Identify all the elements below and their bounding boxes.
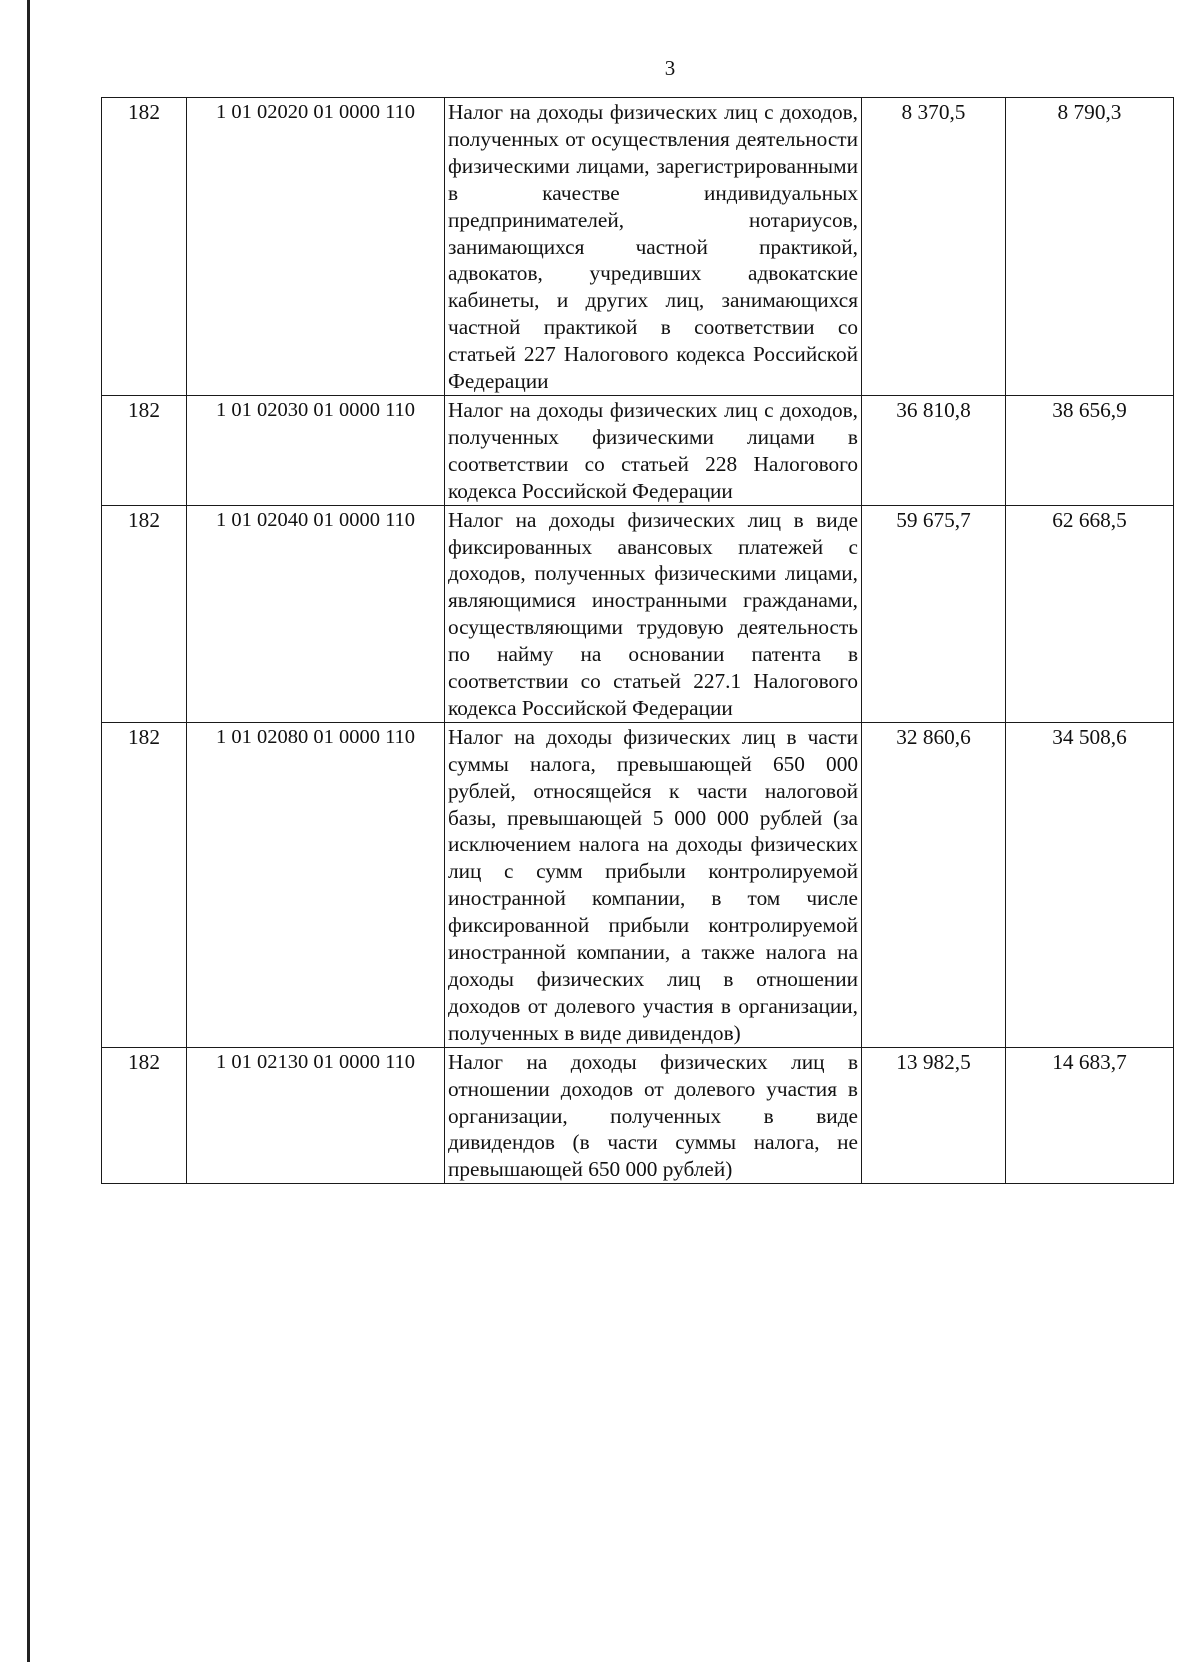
amount-year1-cell: 59 675,7 (862, 505, 1006, 722)
budget-code-cell: 1 01 02020 01 0000 110 (187, 98, 445, 396)
page-number: 3 (664, 56, 676, 80)
income-name-cell: Налог на доходы физических лиц в виде фиксированных авансовых платежей с доходов, полученных физическими лицами, являющимися иностранными гражданами, осуществляющими трудовую деятельность по найму на основании патента в соответствии со статьей 227.1 Налогового кодекса Российской Федерации (445, 505, 862, 722)
amount-year1-cell: 36 810,8 (862, 395, 1006, 505)
income-name-cell: Налог на доходы физических лиц в отношении доходов от долевого участия в организации, полученных в виде дивидендов (в части суммы налога, не превышающей 650 000 рублей) (445, 1047, 862, 1184)
amount-year1-cell: 8 370,5 (862, 98, 1006, 396)
table-row (102, 395, 1174, 505)
amount-year2-cell: 8 790,3 (1006, 98, 1174, 396)
income-name-cell: Налог на доходы физических лиц с доходов, полученных от осуществления деятельности физическими лицами, зарегистрированными в качестве индивидуальных предпринимателей, нотариусов, занимающихся частной практикой, адвокатов, учредивших адвокатские кабинеты, и других лиц, занимающихся частной практикой в соответствии со статьей 227 Налогового кодекса Российской Федерации (445, 98, 862, 396)
table-row (102, 722, 1174, 1047)
table-row (102, 1047, 1174, 1184)
revenue-table (101, 97, 1174, 1184)
budget-code-cell: 1 01 02030 01 0000 110 (187, 395, 445, 505)
amount-year2-cell: 14 683,7 (1006, 1047, 1174, 1184)
admin-code-cell: 182 (102, 1047, 187, 1184)
amount-year1-cell: 32 860,6 (862, 722, 1006, 1047)
income-name-cell: Налог на доходы физических лиц с доходов, полученных физическими лицами в соответствии со статьей 228 Налогового кодекса Российской Федерации (445, 395, 862, 505)
admin-code-cell: 182 (102, 722, 187, 1047)
table-row (102, 505, 1174, 722)
budget-code-cell: 1 01 02130 01 0000 110 (187, 1047, 445, 1184)
admin-code-cell: 182 (102, 98, 187, 396)
amount-year2-cell: 34 508,6 (1006, 722, 1174, 1047)
amount-year2-cell: 38 656,9 (1006, 395, 1174, 505)
budget-code-cell: 1 01 02080 01 0000 110 (187, 722, 445, 1047)
income-name-cell: Налог на доходы физических лиц в части суммы налога, превышающей 650 000 рублей, относящейся к части налоговой базы, превышающей 5 000 000 рублей (за исключением налога на доходы физических лиц с сумм прибыли контролируемой иностранной компании, в том числе фиксированной прибыли контролируемой иностранной компании, а также налога на доходы физических лиц в отношении доходов от долевого участия в организации, полученных в виде дивидендов) (445, 722, 862, 1047)
admin-code-cell: 182 (102, 395, 187, 505)
amount-year1-cell: 13 982,5 (862, 1047, 1006, 1184)
page-edge-bar (27, 0, 30, 1662)
amount-year2-cell: 62 668,5 (1006, 505, 1174, 722)
budget-code-cell: 1 01 02040 01 0000 110 (187, 505, 445, 722)
admin-code-cell: 182 (102, 505, 187, 722)
table-row (102, 98, 1174, 396)
